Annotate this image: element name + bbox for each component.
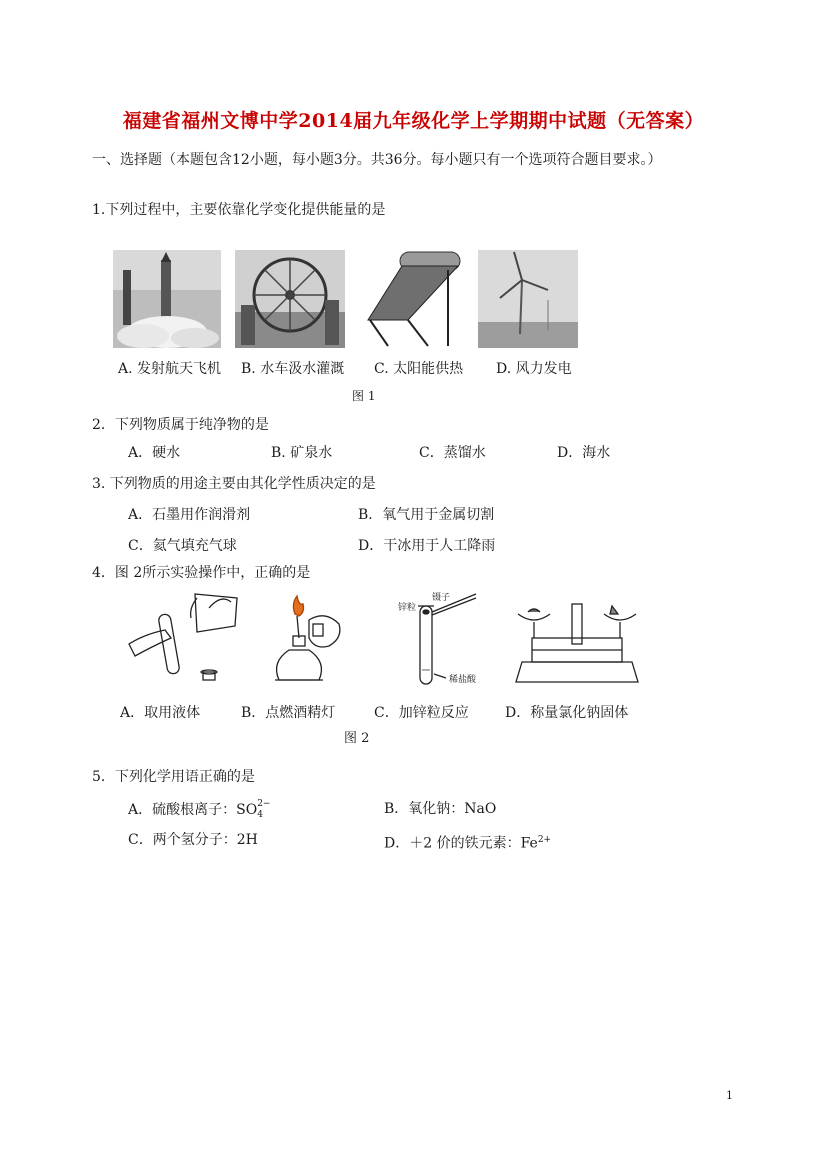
acid-label: 稀盐酸 xyxy=(449,675,477,685)
q5-option-a xyxy=(128,799,271,820)
q1-caption-a: A. 发射航天飞机 xyxy=(118,361,222,377)
tweezers-label: 镊子 xyxy=(432,593,451,603)
q5-option-d xyxy=(384,831,551,853)
question-3-stem: 3. 下列物质的用途主要由其化学性质决定的是 xyxy=(92,476,376,492)
page-title: 福建省福州文博中学2014届九年级化学上学期期中试题（无答案） xyxy=(122,110,705,132)
q5-option-c: C．两个氢分子：2H xyxy=(128,832,258,848)
water-wheel-photo xyxy=(235,250,345,348)
pour-liquid-drawing xyxy=(125,586,245,686)
question-2-stem: 2．下列物质属于纯净物的是 xyxy=(92,417,269,433)
question-1-stem: 1.下列过程中，主要依靠化学变化提供能量的是 xyxy=(92,202,386,218)
q4-caption-d: D．称量氯化钠固体 xyxy=(505,705,629,721)
page-number: 1 xyxy=(726,1089,733,1102)
q5-option-a-sup: 2− xyxy=(257,799,271,809)
q4-caption-a: A．取用液体 xyxy=(120,705,201,721)
q2-option-d: D．海水 xyxy=(557,445,611,461)
zinc-label: 锌粒 xyxy=(398,603,417,613)
q5-option-a-sub: 4 xyxy=(257,810,263,820)
q2-option-a: A．硬水 xyxy=(128,445,181,461)
question-5-stem: 5．下列化学用语正确的是 xyxy=(92,769,255,785)
figure-1-label: 图 1 xyxy=(352,389,376,403)
q5-option-d-sup: 2+ xyxy=(537,835,552,845)
question-4-stem: 4．图 2所示实验操作中，正确的是 xyxy=(92,565,311,581)
figure-2-label: 图 2 xyxy=(344,731,370,746)
q4-caption-c: C．加锌粒反应 xyxy=(374,705,469,721)
q1-caption-c: C. 太阳能供热 xyxy=(374,361,464,377)
section-heading: 一、选择题（本题包含12小题，每小题3分。共36分。每小题只有一个选项符合题目要求。） xyxy=(92,152,662,168)
q3-option-c: C．氦气填充气球 xyxy=(128,538,237,554)
q3-option-a: A．石墨用作润滑剂 xyxy=(128,507,251,523)
q3-option-b: B．氧气用于金属切割 xyxy=(358,507,495,523)
q2-option-c: C．蒸馏水 xyxy=(419,445,486,461)
q1-caption-d: D. 风力发电 xyxy=(496,361,572,377)
solar-heater-photo xyxy=(358,250,466,348)
q5-option-d-text: D．＋2 价的铁元素：Fe xyxy=(384,835,538,852)
wind-turbine-photo xyxy=(478,250,578,348)
q5-option-b: B．氧化钠：NaO xyxy=(384,801,497,817)
balance-scale-drawing xyxy=(514,600,640,690)
q3-option-d: D．干冰用于人工降雨 xyxy=(358,538,496,554)
rocket-launch-photo xyxy=(113,250,221,348)
q4-caption-b: B．点燃酒精灯 xyxy=(241,705,336,721)
q2-option-b: B. 矿泉水 xyxy=(271,445,333,461)
q5-option-a-text: A．硫酸根离子：SO xyxy=(128,802,258,818)
q1-caption-b: B. 水车汲水灌溉 xyxy=(241,361,345,377)
alcohol-lamp-drawing xyxy=(265,590,355,686)
